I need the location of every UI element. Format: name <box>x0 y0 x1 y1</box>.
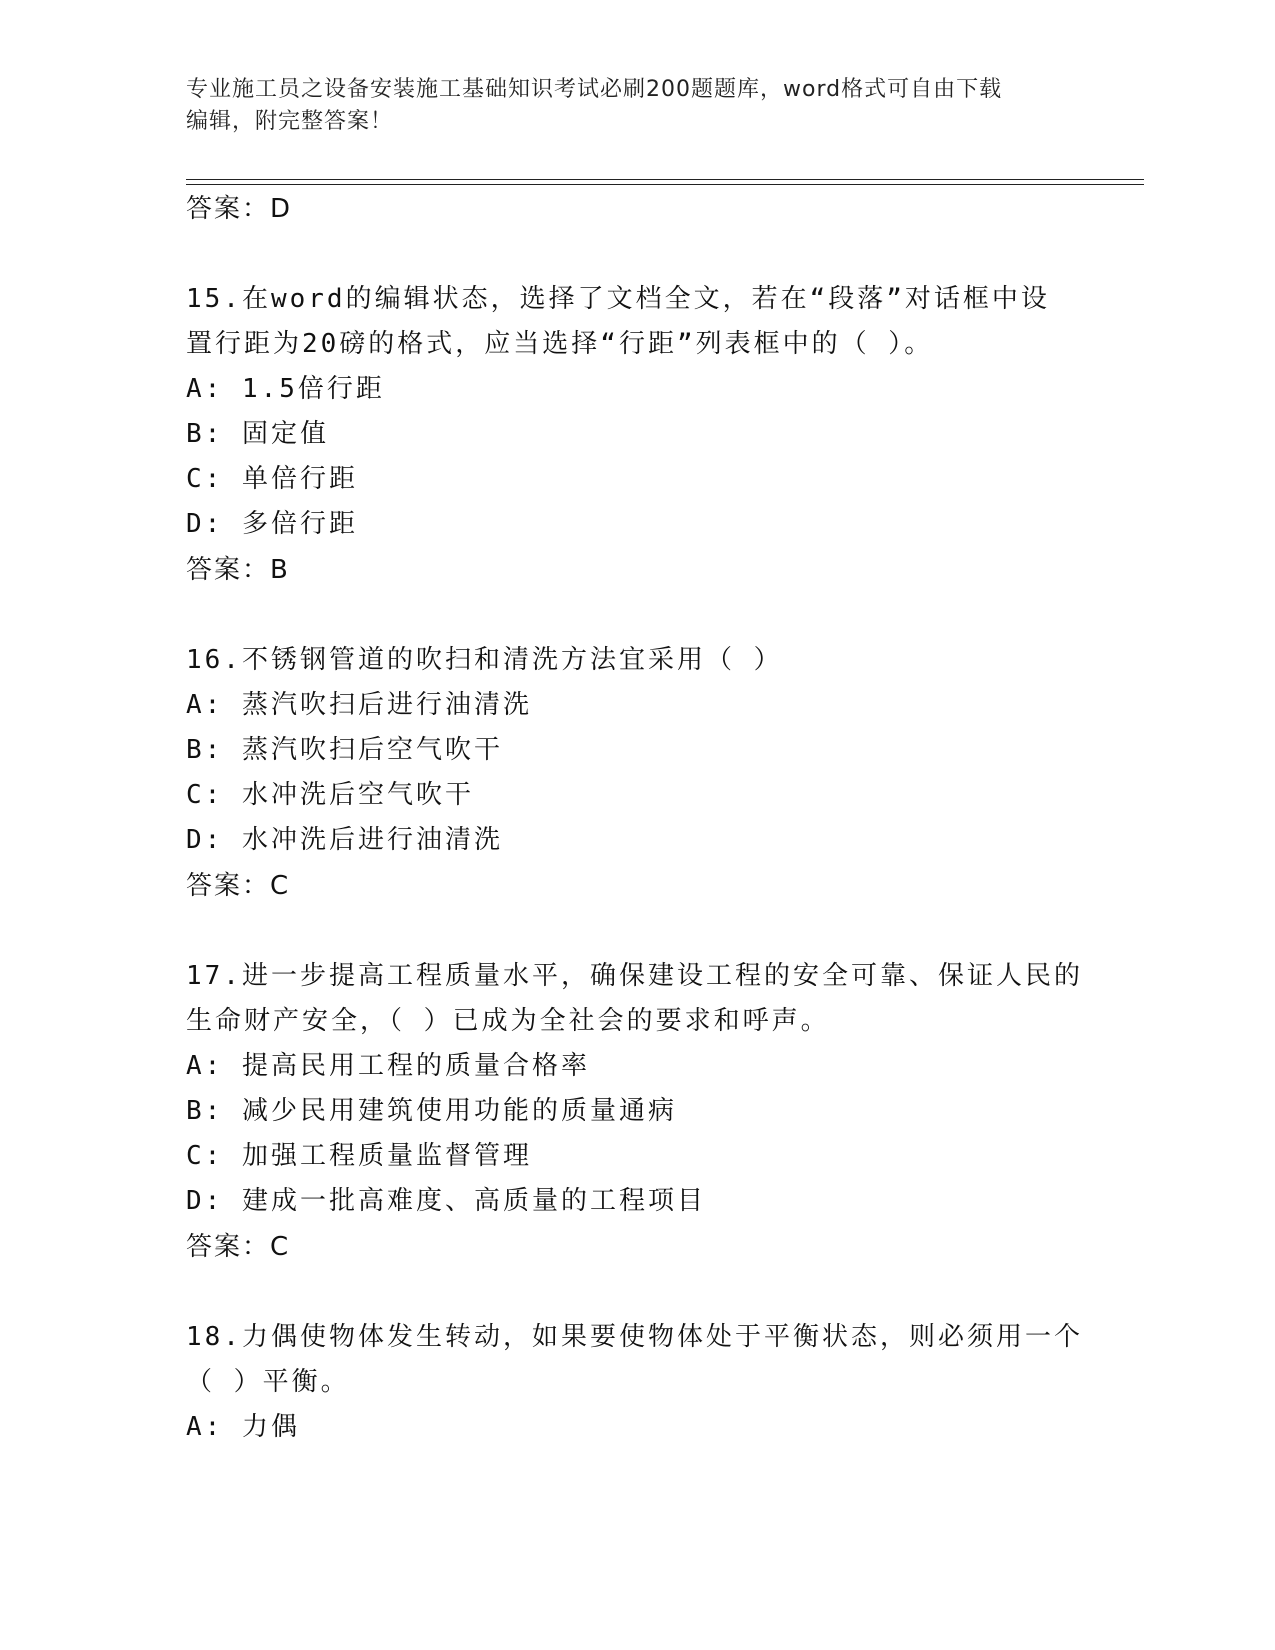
question-stem-line: （ ）平衡。 <box>186 1367 350 1397</box>
question-stem-line: 18.力偶使物体发生转动，如果要使物体处于平衡状态，则必须用一个 <box>186 1322 1083 1352</box>
option-a: A: 1.5倍行距 <box>186 374 385 404</box>
question-stem-line: 15.在word的编辑状态，选择了文档全文，若在“段落”对话框中设 <box>186 284 1050 314</box>
option-d: D: 多倍行距 <box>186 509 358 539</box>
question-18 <box>186 1315 1086 1450</box>
option-c: C: 加强工程质量监督管理 <box>186 1141 532 1171</box>
option-c: C: 水冲洗后空气吹干 <box>186 780 474 810</box>
question-stem-line: 16.不锈钢管道的吹扫和清洗方法宜采用（ ） <box>186 645 783 675</box>
header-title-line-1: 专业施工员之设备安装施工基础知识考试必刷200题题库，word格式可自由下载 <box>186 77 1003 102</box>
question-stem-line: 置行距为20磅的格式，应当选择“行距”列表框中的（ ）。 <box>186 329 934 359</box>
option-a: A: 蒸汽吹扫后进行油清洗 <box>186 690 532 720</box>
question-stem-line: 17.进一步提高工程质量水平，确保建设工程的安全可靠、保证人民的 <box>186 961 1083 991</box>
option-b: B: 固定值 <box>186 419 329 449</box>
option-d: D: 水冲洗后进行油清洗 <box>186 825 503 855</box>
question-list <box>186 186 1086 1450</box>
previous-answer: 答案：D <box>186 194 293 224</box>
question-stem-line: 生命财产安全，（ ）已成为全社会的要求和呼声。 <box>186 1006 830 1036</box>
header-title-line-2: 编辑，附完整答案！ <box>186 109 394 134</box>
option-a: A: 力偶 <box>186 1412 300 1442</box>
option-a: A: 提高民用工程的质量合格率 <box>186 1051 590 1081</box>
answer-label: 答案：C <box>186 871 291 901</box>
answer-label: 答案：B <box>186 555 290 585</box>
option-c: C: 单倍行距 <box>186 464 358 494</box>
header-rule-bottom <box>186 184 1144 185</box>
option-b: B: 减少民用建筑使用功能的质量通病 <box>186 1096 677 1126</box>
document-header <box>186 74 1086 138</box>
answer-label: 答案：C <box>186 1232 291 1262</box>
question-15 <box>186 277 1086 593</box>
option-b: B: 蒸汽吹扫后空气吹干 <box>186 735 503 765</box>
header-rule-top <box>186 179 1144 180</box>
option-d: D: 建成一批高难度、高质量的工程项目 <box>186 1186 706 1216</box>
question-16 <box>186 638 1086 909</box>
question-17 <box>186 954 1086 1270</box>
